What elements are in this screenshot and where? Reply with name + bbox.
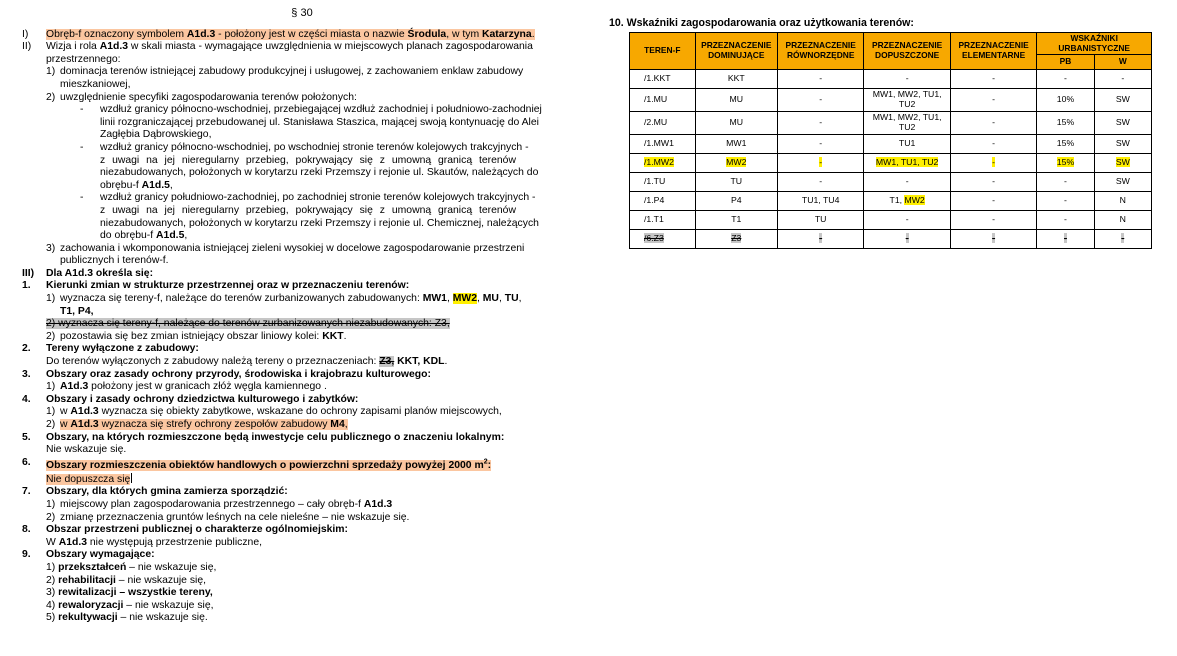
table-row-highlighted (630, 154, 1152, 173)
text-part: zmianę przeznaczenia gruntów leśnych na cele nieleśne – nie wskazuje się. (60, 511, 410, 523)
cell-row: - (777, 70, 863, 89)
cell-dop: MW1, MW2, TU1, TU2 (864, 112, 950, 135)
list-marker: 1) (46, 66, 56, 78)
header-rownorzedne: PRZEZNACZENIE RÓWNORZĘDNE (777, 33, 863, 70)
table-row (630, 89, 1152, 112)
item-9-sub-5 (22, 612, 582, 625)
cell-dop: - (864, 211, 950, 230)
item-1-sub-1-cont: T1, P4, (60, 305, 94, 317)
text-part: Wizja i rola (46, 41, 100, 53)
bullet-1-cont: linii rozgraniczającej przebudowanej ul. Stanisława Staszica, mającej swoją kontynuację do Alei (100, 116, 539, 128)
table-row (630, 192, 1152, 211)
code-A1d3: A1d.3 (64, 267, 93, 279)
text-part: , w tym (446, 28, 483, 40)
point-II-intro-cont: przestrzennego: (46, 53, 121, 65)
cell-dom: T1 (695, 211, 777, 230)
text-cursor (131, 473, 132, 483)
item-4-sub-1 (22, 406, 582, 419)
item-number: 4. (22, 393, 31, 405)
struck-text: - (819, 233, 823, 244)
text-part: miejscowy plan zagospodarowania przestrzennego – cały obręb-f (60, 499, 364, 511)
text-part: zachowania i wkomponowania istniejącej zieleni wysokiej w docelowe zagospodarowanie przestrzeni (60, 242, 525, 254)
heading-text: Obszary rozmieszczenia obiektów handlowych o powierzchni sprzedaży powyżej 2000 m (46, 460, 484, 472)
cell-w: SW (1094, 173, 1151, 192)
text-part: Do terenów wyłączonych z zabudowy należą tereny o przeznaczeniach: (46, 356, 380, 368)
list-marker: 3) (46, 587, 56, 599)
point-III-marker: III) (22, 267, 35, 279)
cell-dom (695, 154, 777, 173)
header-w: W (1094, 55, 1151, 70)
text-part: . (343, 330, 347, 342)
code-A1d3: A1d.3 (58, 536, 87, 548)
code-A1d3: A1d.3 (60, 381, 89, 393)
table-row (630, 70, 1152, 89)
list-marker: 2) (46, 511, 56, 523)
text-part: , (184, 230, 188, 242)
struck-text: 2) wyznacza się tereny-f, należące do terenów zurbanizowanych niezabudowanych: Z3, (46, 318, 450, 330)
table-title: 10. Wskaźniki zagospodarowania oraz użytkowania terenów: (609, 17, 914, 29)
bullet-3 (22, 192, 582, 205)
cell-dop (864, 192, 950, 211)
item-2-text (22, 356, 582, 369)
cell-dom: MW1 (695, 135, 777, 154)
indicators-section (609, 17, 1154, 249)
cell-row: TU (777, 211, 863, 230)
district-name: Katarzyna (482, 28, 532, 40)
bold-term: rewaloryzacji (58, 599, 124, 611)
heading-text: Kierunki zmian w strukturze przestrzennej oraz w przeznaczeniu terenów: (46, 280, 410, 292)
text-part: w (60, 406, 71, 418)
bullet-1-cont: Zagłębia Dąbrowskiego, (100, 129, 212, 141)
header-dopuszczone: PRZEZNACZENIE DOPUSZCZONE (864, 33, 950, 70)
cell-w: N (1094, 192, 1151, 211)
text-part: w (60, 419, 71, 430)
cell-pb (1037, 154, 1094, 173)
cell-pb: - (1037, 211, 1094, 230)
table-row-struck (630, 230, 1152, 249)
cell-row: - (777, 89, 863, 112)
text-part: określa się: (92, 267, 154, 279)
cell-w (1094, 230, 1151, 249)
item-4-heading (22, 394, 582, 407)
cell-teren: /1.KKT (630, 70, 696, 89)
code-A1d3: A1d.3 (70, 406, 99, 418)
cell-pb: - (1037, 192, 1094, 211)
highlight: 15% (1056, 157, 1075, 168)
item-9-heading (22, 549, 582, 562)
cell-pb: - (1037, 173, 1094, 192)
item-number: 1. (22, 280, 31, 292)
item-2-heading (22, 343, 582, 356)
cell-ele: - (950, 89, 1036, 112)
cell-pb: 10% (1037, 89, 1094, 112)
highlight: MW1, TU1, TU2 (875, 157, 939, 168)
superscript: 2 (483, 458, 488, 466)
bold-term: rewitalizacji – wszystkie tereny, (58, 587, 213, 599)
item-9-sub-3 (22, 587, 582, 600)
text-part: wyznacza się obiekty zabytkowe, wskazane do ochrony zapisami planów miejscowych, (98, 406, 502, 418)
cell-dop: TU1 (864, 135, 950, 154)
cell-ele (950, 230, 1036, 249)
bullet-2-cont (22, 180, 582, 193)
code-A1d5: A1d.5 (141, 179, 170, 191)
item-1-sub-2 (22, 331, 582, 344)
text-part: . (444, 356, 448, 368)
bullet-2 (22, 142, 582, 155)
item-4-sub-2-highlight (60, 419, 348, 430)
cell-ele: - (950, 70, 1036, 89)
separator: , (446, 293, 453, 305)
struck-text: Z3 (731, 233, 742, 244)
cell-dop: - (864, 173, 950, 192)
cell-dom: KKT (695, 70, 777, 89)
code-TU: TU (504, 293, 519, 305)
text-part: : (487, 460, 492, 472)
cell-w (1094, 154, 1151, 173)
item-8-text (22, 537, 582, 550)
point-II-marker: II) (22, 41, 32, 53)
table-row (630, 211, 1152, 230)
separator: , (518, 293, 522, 305)
heading-text: Obszary i zasady ochrony dziedzictwa kulturowego i zabytków: (46, 393, 359, 405)
point-II-item-2 (22, 92, 582, 105)
table-row (630, 112, 1152, 135)
item-number: 5. (22, 431, 31, 443)
text-part: T1, (889, 195, 905, 206)
cell-teren: /1.T1 (630, 211, 696, 230)
cell-row: - (777, 173, 863, 192)
item-number: 3. (22, 368, 31, 380)
code-A1d3: A1d.3 (70, 419, 99, 430)
list-marker: 5) (46, 612, 56, 624)
bullet-3-cont (22, 230, 582, 243)
text-part: wzdłuż granicy północno-wschodniej, przebiegającej wzdłuż zachodniej i południowo-zachodniej (100, 104, 542, 116)
bold-term: przekształceń (58, 562, 127, 573)
highlight: - (819, 157, 823, 168)
item-number: 2. (22, 343, 31, 355)
list-marker: 3) (46, 242, 56, 254)
text-part: Obręb-f oznaczony symbolem (46, 28, 187, 40)
highlight: /1.MW2 (644, 157, 674, 168)
cell-pb: - (1037, 70, 1094, 89)
item-number: 9. (22, 549, 31, 561)
text-part: – nie wskazuje się. (117, 612, 208, 624)
item-7-heading (22, 486, 582, 499)
highlight: MW2 (726, 157, 747, 168)
cell-row (777, 230, 863, 249)
cell-ele (950, 154, 1036, 173)
cell-teren: /1.MW1 (630, 135, 696, 154)
list-marker: 4) (46, 599, 56, 611)
cell-dop: MW1, MW2, TU1, TU2 (864, 89, 950, 112)
code-MU: MU (482, 293, 499, 305)
code-A1d5: A1d.5 (156, 230, 185, 242)
item-9-sub-2 (22, 575, 582, 588)
dash-marker: - (80, 104, 84, 116)
cell-teren: /1.P4 (630, 192, 696, 211)
code-A1d3: A1d.3 (99, 41, 128, 53)
separator: , (477, 293, 483, 305)
dash-marker: - (80, 141, 84, 153)
section-title: § 30 (291, 7, 313, 19)
point-III (22, 268, 582, 281)
cell-dom: MU (695, 112, 777, 135)
codes-KKT-KDL: KKT, KDL (394, 356, 445, 368)
cell-ele: - (950, 211, 1036, 230)
cell-dop: - (864, 70, 950, 89)
document-left-column (22, 0, 582, 625)
item-1-struck-line (22, 318, 582, 331)
cell-dop (864, 154, 950, 173)
cell-teren: /1.MU (630, 89, 696, 112)
item-9-sub-4 (22, 600, 582, 613)
text-part: , (169, 179, 173, 191)
highlight: SW (1115, 157, 1130, 168)
cell-pb: 15% (1037, 112, 1094, 135)
struck-text: - (905, 233, 909, 244)
text-part: w skali miasta - wymagające uwzględnienia w miejscowych planach zagospodarowania (128, 41, 533, 53)
item-5-text: Nie wskazuje się. (46, 444, 127, 456)
text-part: położony jest w granicach złóż węgla kamiennego . (88, 381, 327, 393)
heading-text: Obszary, dla których gmina zamierza sporządzić: (46, 486, 288, 498)
heading-text: Obszar przestrzeni publicznej o charakterze ogólnomiejskim: (46, 524, 348, 536)
bullet-3-cont: niezabudowanych, położonych w korytarzu rzeki Przemszy i rejonie ul. Chemicznej, należących (100, 217, 539, 229)
text-part: pozostawia się bez zmian istniejący obszar liniowy kolei: (60, 330, 323, 342)
text-part: wyznacza się tereny-f, należące do terenów zurbanizowanych zabudowanych: (60, 293, 423, 305)
cell-row: - (777, 112, 863, 135)
point-II-intro (22, 41, 582, 54)
bullet-3-cont: z uwagi na jej nieregularny przebieg, pokrywający się z umowną granicą terenów (100, 204, 516, 216)
cell-pb (1037, 230, 1094, 249)
list-marker: 1) (46, 381, 56, 393)
bold-term: rehabilitacji (58, 574, 116, 586)
cell-ele: - (950, 112, 1036, 135)
cell-teren (630, 230, 696, 249)
table-row (630, 135, 1152, 154)
text-part: – nie wskazuje się, (115, 574, 206, 586)
point-I-marker: I) (22, 28, 29, 40)
item-8-heading (22, 524, 582, 537)
cell-dom: TU (695, 173, 777, 192)
item-7-sub-1 (22, 499, 582, 512)
code-MW1: MW1 (422, 293, 447, 305)
struck-text: - (1064, 233, 1067, 244)
indicators-table (629, 32, 1152, 249)
struck-text: - (992, 233, 996, 244)
item-1-heading (22, 280, 582, 293)
dash-marker: - (80, 192, 84, 204)
highlight: MW2 (904, 195, 925, 206)
list-marker: 1) (46, 499, 56, 511)
cell-w: SW (1094, 89, 1151, 112)
heading-text: Obszary oraz zasady ochrony przyrody, środowiska i krajobrazu kulturowego: (46, 368, 431, 380)
bullet-2-cont: z uwagi na jej nieregularny przebieg, pokrywający się z umowną granicą terenów (100, 154, 516, 166)
cell-row: - (777, 135, 863, 154)
bullet-2-cont: niezabudowanych, położonych w korytarzu rzeki Przemszy i rejonie ul. Skautów, należących do (100, 167, 539, 179)
list-marker: 2) (46, 419, 56, 430)
item-6-heading-highlight (46, 460, 491, 471)
item-1-sub-1 (22, 293, 582, 306)
text-part: - położony jest w części miasta o nazwie (215, 28, 408, 40)
list-marker: 1) (46, 406, 56, 418)
cell-dop (864, 230, 950, 249)
cell-ele: - (950, 135, 1036, 154)
code-A1d3: A1d.3 (186, 28, 216, 40)
cell-pb: 15% (1037, 135, 1094, 154)
highlight: - (992, 157, 996, 168)
district-name: Środula (407, 28, 447, 40)
cell-ele: - (950, 173, 1036, 192)
table-header-row (630, 33, 1152, 55)
text-part: nie występują przestrzenie publiczne, (87, 536, 263, 548)
item-9-sub-1 (22, 562, 582, 575)
point-II-item-3 (22, 243, 582, 256)
code-M4: M4 (330, 419, 345, 430)
bullet-1 (22, 104, 582, 117)
cell-teren: /2.MU (630, 112, 696, 135)
code-KKT: KKT (322, 330, 344, 342)
heading-text: Tereny wyłączone z zabudowy: (46, 343, 199, 355)
text-part: uwzględnienie specyfiki zagospodarowania terenów położonych: (60, 91, 357, 103)
text-part: . (531, 28, 535, 40)
item-7-sub-2 (22, 512, 582, 525)
item-3-heading (22, 369, 582, 382)
heading-text: Obszary, na których rozmieszczone będą inwestycje celu publicznego o znaczeniu lokalnym: (46, 431, 505, 443)
point-I-text (46, 29, 535, 40)
header-wskazniki: WSKAŹNIKI URBANISTYCZNE (1037, 33, 1152, 55)
cell-w: N (1094, 211, 1151, 230)
cell-teren (630, 154, 696, 173)
item-4-sub-2 (22, 419, 582, 432)
table-row (630, 173, 1152, 192)
list-marker: 2) (46, 330, 56, 342)
item-number: 8. (22, 524, 31, 536)
point-I (22, 29, 582, 42)
text-part: – nie wskazuje się, (123, 599, 214, 611)
struck-code-Z3: Z3, (379, 356, 395, 368)
cell-w: SW (1094, 112, 1151, 135)
text-part: do obrębu-f (100, 230, 157, 242)
point-II-item-1-cont: mieszkaniowej, (60, 78, 131, 90)
text-part: obrębu-f (100, 179, 142, 191)
text-part: Dla (46, 267, 65, 279)
struck-text: - (1121, 233, 1125, 244)
list-marker: 1) (46, 293, 56, 305)
cell-row: TU1, TU4 (777, 192, 863, 211)
header-elementarne: PRZEZNACZENIE ELEMENTARNE (950, 33, 1036, 70)
header-pb: PB (1037, 55, 1094, 70)
point-II-item-3-cont: publicznych i terenów-f. (60, 255, 169, 267)
cell-w: SW (1094, 135, 1151, 154)
list-marker: 2) (46, 574, 56, 586)
item-number: 6. (22, 456, 31, 468)
cell-dom (695, 230, 777, 249)
separator: , (498, 293, 505, 305)
text-part: W (46, 536, 59, 548)
code-MW2-highlight: MW2 (452, 293, 477, 305)
text-part: , (344, 419, 348, 430)
header-teren: TEREN-F (630, 33, 696, 70)
cell-dom: P4 (695, 192, 777, 211)
text-part: wzdłuż granicy południowo-zachodniej, po zachodniej stronie terenów kolejowych trakcyjnych - (100, 192, 536, 204)
cell-row (777, 154, 863, 173)
text-part: dominacja terenów istniejącej zabudowy produkcyjnej i usługowej, z zachowaniem enklaw zabudowy (60, 66, 524, 78)
item-number: 7. (22, 486, 31, 498)
text-part: – nie wskazuje się, (126, 562, 217, 573)
cell-teren: /1.TU (630, 173, 696, 192)
item-3-sub-1 (22, 381, 582, 394)
bold-term: rekultywacji (58, 612, 118, 624)
item-6-text-highlight: Nie dopuszcza się (46, 473, 131, 485)
item-5-heading (22, 432, 582, 445)
item-6-heading (22, 457, 582, 473)
list-marker: 2) (46, 91, 56, 103)
cell-dom: MU (695, 89, 777, 112)
cell-ele: - (950, 192, 1036, 211)
point-II-item-1 (22, 66, 582, 79)
cell-w: - (1094, 70, 1151, 89)
item-6-text (22, 473, 582, 487)
list-marker: 1) (46, 562, 56, 573)
code-A1d3: A1d.3 (363, 499, 393, 511)
header-dominujace: PRZEZNACZENIE DOMINUJĄCE (695, 33, 777, 70)
text-part: wyznacza się strefy ochrony zespołów zabudowy (98, 419, 331, 430)
heading-text: Obszary wymagające: (46, 549, 155, 561)
struck-text: /6.Z3 (644, 233, 664, 244)
text-part: wzdłuż granicy północno-wschodniej, po wschodniej stronie terenów kolejowych trakcyjnych - (100, 141, 529, 153)
